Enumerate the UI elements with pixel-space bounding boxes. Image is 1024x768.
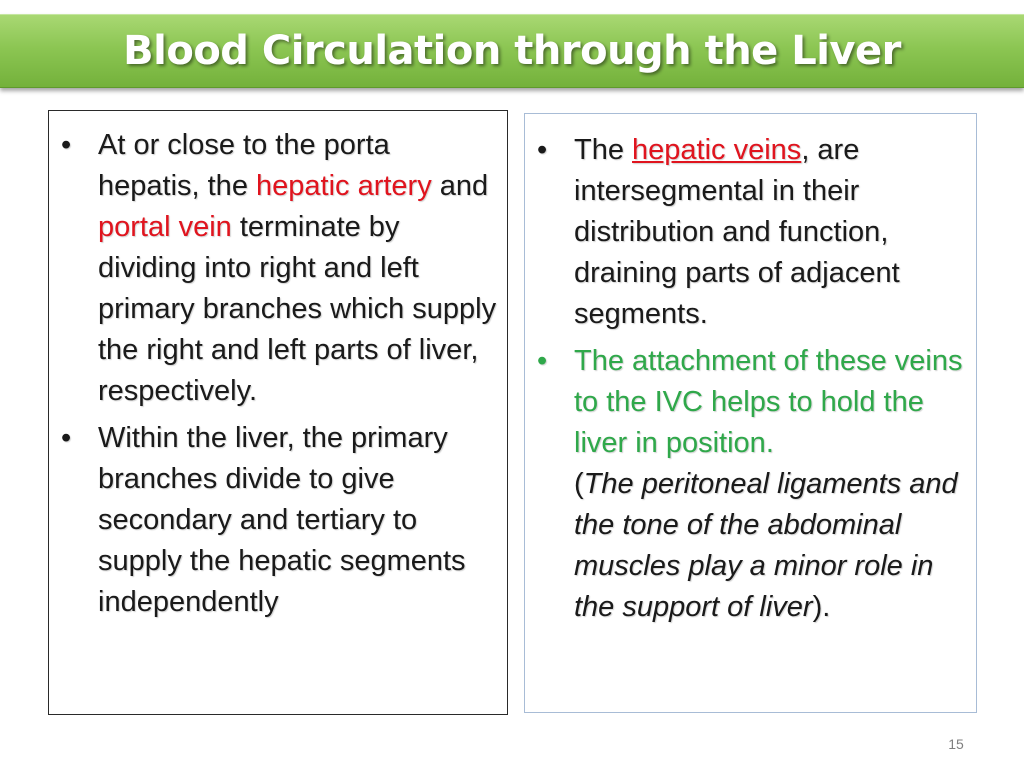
left-b1-text-b: and (431, 170, 489, 202)
left-b1-text-a: At or close to the porta hepatis, the (98, 129, 390, 202)
bullet-icon: • (537, 134, 548, 166)
right-b2-paren-open: ( (574, 468, 584, 500)
right-b2-paren-close: ). (812, 591, 831, 623)
right-text-box (524, 113, 977, 713)
term-hepatic-artery: hepatic artery (256, 170, 432, 202)
left-b1-text-c: terminate by dividing into right and left primary branches which supply the right and left parts of liver, respectively. (98, 211, 497, 407)
right-b1-text-a: The (574, 134, 633, 166)
right-bullet-list (533, 130, 972, 628)
term-hepatic-veins: hepatic veins (632, 134, 802, 166)
title-bar (0, 14, 1024, 88)
right-bullet-1 (533, 130, 972, 335)
left-text-box (48, 110, 508, 715)
bullet-icon: • (537, 345, 548, 377)
left-bullet-1 (57, 125, 497, 412)
right-b1-text-b: , are intersegmental in their distribution and function, draining parts of adjacent segments. (574, 134, 900, 330)
slide-title: Blood Circulation through the Liver (123, 28, 901, 74)
page-number: 15 (948, 736, 964, 752)
bullet-icon: • (61, 129, 72, 161)
left-bullet-list (57, 125, 497, 623)
right-b2-text-italic: The peritoneal ligaments and the tone of the abdominal muscles play a minor role in the support of liver (574, 468, 958, 623)
left-b2-text: Within the liver, the primary branches divide to give secondary and tertiary to supply the hepatic segments independently (98, 422, 466, 618)
right-bullet-2 (533, 341, 972, 628)
bullet-icon: • (61, 422, 72, 454)
right-b2-text-green: The attachment of these veins to the IVC helps to hold the liver in position. (574, 345, 963, 459)
term-portal-vein: portal vein (98, 211, 232, 243)
left-bullet-2 (57, 418, 497, 623)
